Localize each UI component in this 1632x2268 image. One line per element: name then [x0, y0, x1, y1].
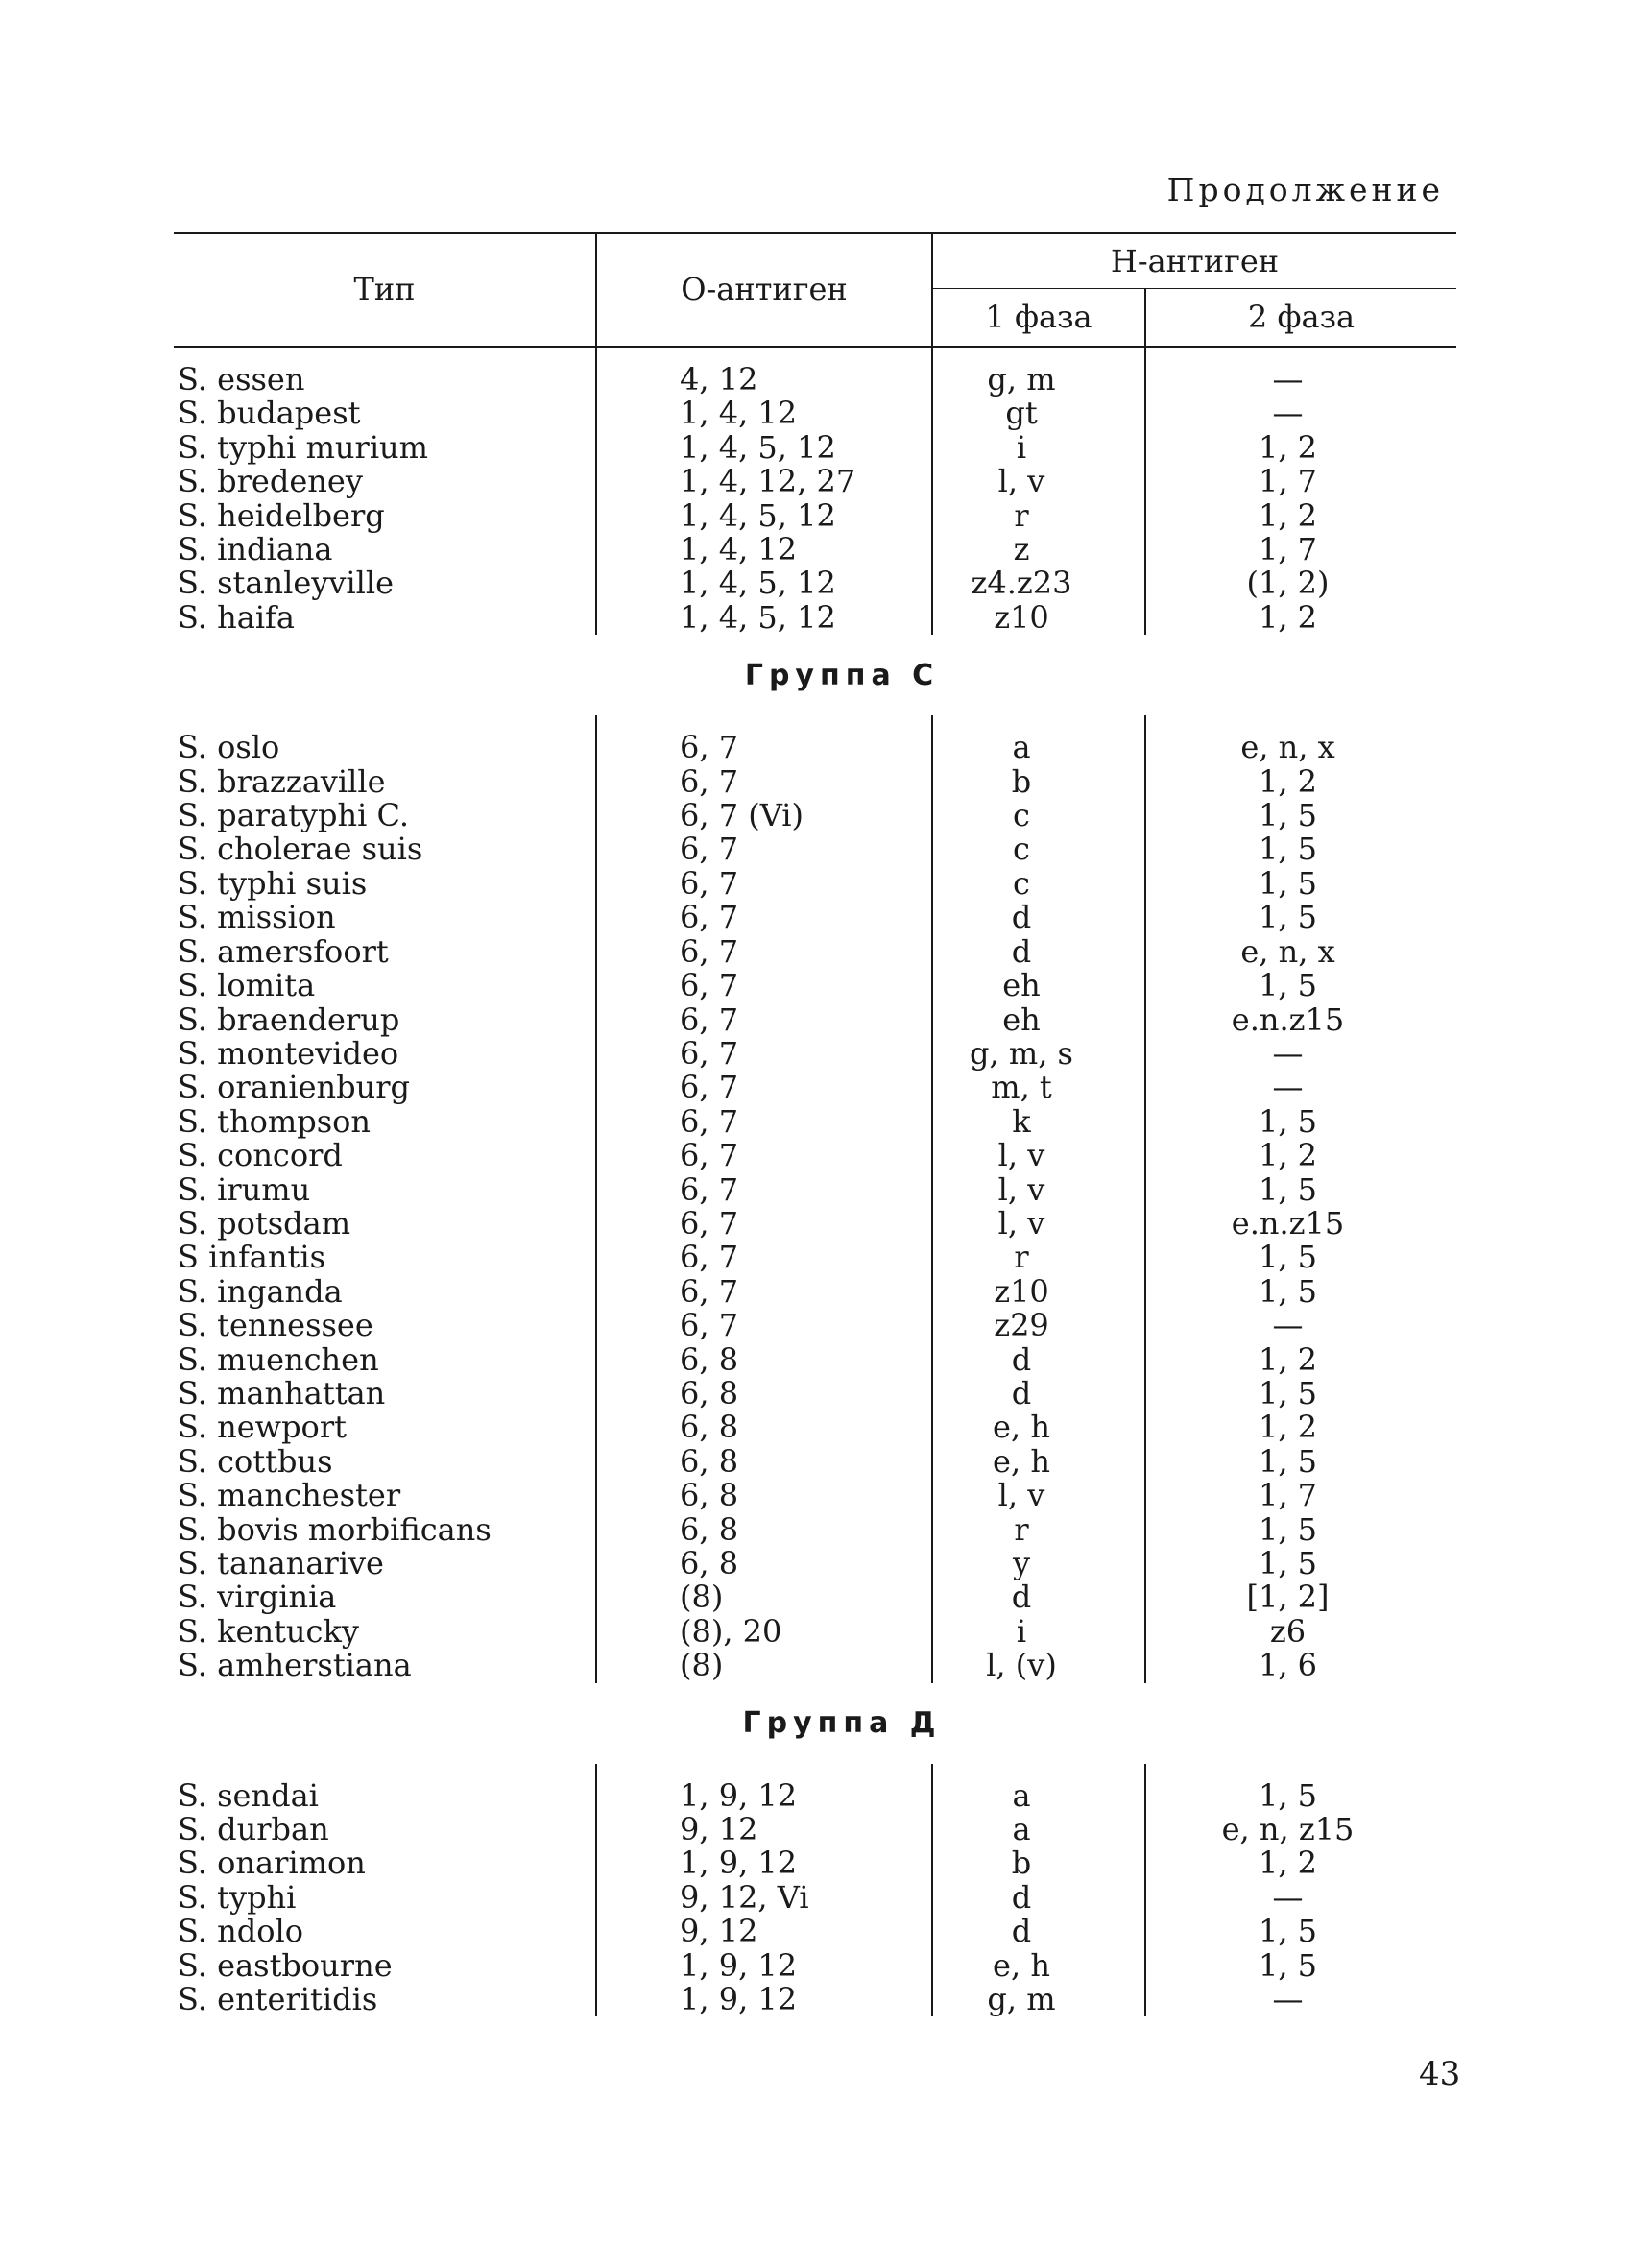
- phase-1-cell: m, t: [932, 1071, 1145, 1104]
- o-antigen-cell: 9, 12, Vi: [596, 1881, 932, 1915]
- type-cell: S infantis: [178, 1239, 325, 1276]
- header-o-antigen: О-антиген: [596, 233, 932, 347]
- phase-1-cell: b: [932, 765, 1145, 799]
- o-antigen-cell: 1, 4, 12: [596, 533, 932, 567]
- phase-2-cell: —: [1145, 1983, 1456, 2016]
- o-antigen-cell: 6, 7: [596, 901, 932, 934]
- type-cell: S. tennessee: [178, 1307, 373, 1344]
- phase-1-cell: d: [932, 1881, 1145, 1915]
- phase-1-cell: i: [932, 431, 1145, 465]
- table-row: [174, 1241, 1456, 1274]
- table-row: [174, 1343, 1456, 1377]
- phase-2-cell: 1, 5: [1145, 1377, 1456, 1411]
- phase-2-cell: —: [1145, 1037, 1456, 1071]
- phase-1-cell: l, v: [932, 1173, 1145, 1207]
- phase-1-cell: c: [932, 867, 1145, 901]
- phase-1-cell: z: [932, 533, 1145, 567]
- o-antigen-cell: 6, 7: [596, 1241, 932, 1274]
- phase-2-cell: 1, 7: [1145, 1479, 1456, 1512]
- phase-2-cell: (1, 2): [1145, 567, 1456, 600]
- phase-2-cell: [1, 2]: [1145, 1580, 1456, 1614]
- phase-2-cell: 1, 6: [1145, 1649, 1456, 1682]
- type-cell: S. kentucky: [178, 1612, 359, 1650]
- table-row: [174, 867, 1456, 901]
- o-antigen-cell: (8), 20: [596, 1615, 932, 1649]
- type-cell: S. tananarive: [178, 1545, 384, 1581]
- o-antigen-cell: 6, 7: [596, 1275, 932, 1309]
- table-row: [174, 1846, 1456, 1880]
- table-row: [174, 715, 1456, 764]
- phase-2-cell: 1, 2: [1145, 1411, 1456, 1444]
- type-cell: S. sendai: [178, 1776, 319, 1814]
- phase-1-cell: d: [932, 1377, 1145, 1411]
- group-heading: Группа Д: [742, 1705, 942, 1740]
- phase-2-cell: 1, 2: [1145, 1846, 1456, 1880]
- o-antigen-cell: 6, 7: [596, 1037, 932, 1071]
- header-h-antigen: Н-антиген: [932, 233, 1456, 289]
- o-antigen-cell: 6, 8: [596, 1377, 932, 1411]
- phase-1-cell: eh: [932, 1003, 1145, 1037]
- type-cell: S. stanleyville: [178, 565, 395, 602]
- phase-1-cell: d: [932, 1915, 1145, 1948]
- phase-2-cell: —: [1145, 397, 1456, 430]
- type-cell: S. montevideo: [178, 1034, 399, 1072]
- phase-2-cell: —: [1145, 1071, 1456, 1104]
- table-row: [174, 832, 1456, 866]
- phase-2-cell: 1, 2: [1145, 499, 1456, 533]
- type-cell: S. paratyphi C.: [178, 797, 410, 834]
- phase-2-cell: 1, 5: [1145, 1513, 1456, 1547]
- phase-1-cell: d: [932, 935, 1145, 969]
- table-row: [174, 431, 1456, 465]
- table-row: [174, 799, 1456, 832]
- o-antigen-cell: 6, 7: [596, 969, 932, 1002]
- o-antigen-cell: 6, 7: [596, 715, 932, 764]
- table-row: [174, 1615, 1456, 1649]
- table-row: [174, 347, 1456, 397]
- type-cell: S. enteritidis: [178, 1981, 378, 2018]
- phase-2-cell: 1, 7: [1145, 465, 1456, 498]
- o-antigen-cell: 1, 4, 5, 12: [596, 567, 932, 600]
- type-cell: S. essen: [178, 361, 305, 398]
- table-row: [174, 969, 1456, 1002]
- phase-1-cell: k: [932, 1105, 1145, 1139]
- o-antigen-cell: 6, 8: [596, 1513, 932, 1547]
- table-header: [174, 233, 1456, 347]
- table-row: [174, 567, 1456, 600]
- table-row: [174, 765, 1456, 799]
- type-cell: S. oranienburg: [178, 1069, 411, 1106]
- phase-2-cell: e, n, x: [1145, 715, 1456, 764]
- phase-2-cell: 1, 7: [1145, 533, 1456, 567]
- table-row: [174, 1411, 1456, 1444]
- header-phase-2: 2 фаза: [1145, 289, 1456, 347]
- o-antigen-cell: 6, 7: [596, 1105, 932, 1139]
- type-cell: S. amersfoort: [178, 932, 389, 970]
- type-cell: S. cholerae suis: [178, 831, 423, 868]
- type-cell: S. lomita: [178, 967, 316, 1004]
- type-cell: S. inganda: [178, 1272, 343, 1310]
- o-antigen-cell: 6, 7: [596, 1003, 932, 1037]
- o-antigen-cell: 6, 7: [596, 1071, 932, 1104]
- phase-2-cell: e.n.z15: [1145, 1207, 1456, 1241]
- o-antigen-cell: 6, 8: [596, 1479, 932, 1512]
- table-row: [174, 1207, 1456, 1241]
- phase-2-cell: —: [1145, 1309, 1456, 1342]
- phase-1-cell: y: [932, 1547, 1145, 1580]
- type-cell: S. cottbus: [178, 1442, 333, 1480]
- table-row: [174, 1173, 1456, 1207]
- o-antigen-cell: 9, 12: [596, 1813, 932, 1846]
- type-cell: S. ndolo: [178, 1913, 303, 1950]
- phase-2-cell: 1, 5: [1145, 1915, 1456, 1948]
- phase-1-cell: g, m: [932, 1983, 1145, 2016]
- table-row: [174, 935, 1456, 969]
- table-row: [174, 533, 1456, 567]
- phase-1-cell: l, (v): [932, 1649, 1145, 1682]
- phase-1-cell: eh: [932, 969, 1145, 1002]
- phase-1-cell: z10: [932, 1275, 1145, 1309]
- phase-2-cell: 1, 2: [1145, 1139, 1456, 1172]
- type-cell: S. eastbourne: [178, 1946, 393, 1984]
- table-row: [174, 1445, 1456, 1479]
- type-cell: S. thompson: [178, 1102, 371, 1140]
- o-antigen-cell: 6, 7: [596, 765, 932, 799]
- type-cell: S. typhi: [178, 1878, 297, 1916]
- o-antigen-cell: 1, 4, 5, 12: [596, 431, 932, 465]
- table-row: [174, 901, 1456, 934]
- phase-1-cell: e, h: [932, 1411, 1145, 1444]
- o-antigen-cell: 6, 7: [596, 832, 932, 866]
- o-antigen-cell: 1, 9, 12: [596, 1846, 932, 1880]
- table-row: [174, 1547, 1456, 1580]
- o-antigen-cell: 1, 9, 12: [596, 1764, 932, 1813]
- o-antigen-cell: 6, 7: [596, 1309, 932, 1342]
- type-cell: S. durban: [178, 1811, 329, 1848]
- phase-2-cell: 1, 5: [1145, 1173, 1456, 1207]
- phase-1-cell: g, m, s: [932, 1037, 1145, 1071]
- phase-1-cell: d: [932, 1343, 1145, 1377]
- phase-2-cell: —: [1145, 347, 1456, 397]
- phase-1-cell: l, v: [932, 465, 1145, 498]
- o-antigen-cell: 1, 4, 5, 12: [596, 499, 932, 533]
- phase-1-cell: l, v: [932, 1479, 1145, 1512]
- table-row: [174, 397, 1456, 430]
- phase-1-cell: r: [932, 1241, 1145, 1274]
- table-row: [174, 1275, 1456, 1309]
- o-antigen-cell: 6, 8: [596, 1343, 932, 1377]
- type-cell: S. budapest: [178, 395, 361, 432]
- phase-2-cell: —: [1145, 1881, 1456, 1915]
- phase-2-cell: 1, 5: [1145, 867, 1456, 901]
- phase-2-cell: 1, 5: [1145, 901, 1456, 934]
- o-antigen-cell: 4, 12: [596, 347, 932, 397]
- o-antigen-cell: 6, 8: [596, 1547, 932, 1580]
- phase-2-cell: e, n, z15: [1145, 1813, 1456, 1846]
- phase-1-cell: gt: [932, 397, 1145, 430]
- phase-1-cell: i: [932, 1615, 1145, 1649]
- phase-2-cell: 1, 5: [1145, 832, 1456, 866]
- phase-2-cell: 1, 5: [1145, 1949, 1456, 1983]
- type-cell: S. irumu: [178, 1170, 311, 1208]
- type-cell: S. virginia: [178, 1579, 337, 1616]
- type-cell: S. mission: [178, 899, 336, 936]
- phase-1-cell: z29: [932, 1309, 1145, 1342]
- table-row: [174, 1513, 1456, 1547]
- phase-1-cell: g, m: [932, 347, 1145, 397]
- type-cell: S. typhi suis: [178, 864, 368, 902]
- o-antigen-cell: 6, 7: [596, 1139, 932, 1172]
- o-antigen-cell: (8): [596, 1580, 932, 1614]
- o-antigen-cell: 6, 7: [596, 1173, 932, 1207]
- o-antigen-cell: 6, 8: [596, 1445, 932, 1479]
- phase-1-cell: z10: [932, 601, 1145, 635]
- o-antigen-cell: 1, 4, 12: [596, 397, 932, 430]
- table-row: [174, 1037, 1456, 1071]
- phase-2-cell: 1, 5: [1145, 1275, 1456, 1309]
- o-antigen-cell: 1, 4, 5, 12: [596, 601, 932, 635]
- phase-2-cell: 1, 2: [1145, 765, 1456, 799]
- phase-2-cell: z6: [1145, 1615, 1456, 1649]
- phase-2-cell: e.n.z15: [1145, 1003, 1456, 1037]
- table-row: [174, 1071, 1456, 1104]
- table-row: [174, 1479, 1456, 1512]
- table-row: [174, 1915, 1456, 1948]
- type-cell: S. manhattan: [178, 1374, 386, 1411]
- o-antigen-cell: 1, 9, 12: [596, 1983, 932, 2016]
- type-cell: S. typhi murium: [178, 428, 428, 466]
- table-row: [174, 1309, 1456, 1342]
- table-row: [174, 1649, 1456, 1682]
- table-row: [174, 465, 1456, 498]
- phase-1-cell: d: [932, 901, 1145, 934]
- phase-2-cell: e, n, x: [1145, 935, 1456, 969]
- table-row: [174, 1139, 1456, 1172]
- o-antigen-cell: 6, 7: [596, 1207, 932, 1241]
- table-row: [174, 1813, 1456, 1846]
- antigen-table: [174, 232, 1456, 2016]
- phase-1-cell: a: [932, 1813, 1145, 1846]
- type-cell: S. onarimon: [178, 1845, 366, 1882]
- table-row: [174, 1377, 1456, 1411]
- phase-2-cell: 1, 2: [1145, 601, 1456, 635]
- type-cell: S. manchester: [178, 1477, 401, 1514]
- continued-label: Продолжение: [1166, 171, 1444, 208]
- table-body: [174, 347, 1456, 2016]
- type-cell: S. muenchen: [178, 1340, 379, 1378]
- type-cell: S. braenderup: [178, 1001, 400, 1038]
- phase-2-cell: 1, 2: [1145, 1343, 1456, 1377]
- phase-1-cell: c: [932, 799, 1145, 832]
- table-row: [174, 1983, 1456, 2016]
- phase-2-cell: 1, 2: [1145, 431, 1456, 465]
- type-cell: S. oslo: [178, 729, 280, 766]
- table-row: [174, 1580, 1456, 1614]
- phase-1-cell: b: [932, 1846, 1145, 1880]
- phase-2-cell: 1, 5: [1145, 1445, 1456, 1479]
- o-antigen-cell: 6, 7 (Vi): [596, 799, 932, 832]
- o-antigen-cell: 6, 7: [596, 935, 932, 969]
- phase-1-cell: z4.z23: [932, 567, 1145, 600]
- phase-1-cell: a: [932, 715, 1145, 764]
- type-cell: S. bovis morbificans: [178, 1510, 492, 1548]
- phase-2-cell: 1, 5: [1145, 1547, 1456, 1580]
- phase-1-cell: r: [932, 499, 1145, 533]
- page-number: 43: [1419, 2055, 1461, 2093]
- o-antigen-cell: 9, 12: [596, 1915, 932, 1948]
- type-cell: S. concord: [178, 1137, 343, 1174]
- phase-1-cell: l, v: [932, 1139, 1145, 1172]
- table-row: [174, 1949, 1456, 1983]
- o-antigen-cell: 1, 4, 12, 27: [596, 465, 932, 498]
- phase-1-cell: l, v: [932, 1207, 1145, 1241]
- type-cell: S. newport: [178, 1409, 347, 1446]
- type-cell: S. bredeney: [178, 463, 363, 500]
- group-heading: Группа С: [744, 658, 940, 692]
- phase-1-cell: a: [932, 1764, 1145, 1813]
- table-row: [174, 1881, 1456, 1915]
- o-antigen-cell: 6, 7: [596, 867, 932, 901]
- type-cell: S. potsdam: [178, 1204, 351, 1242]
- o-antigen-cell: (8): [596, 1649, 932, 1682]
- table-row: [174, 1764, 1456, 1813]
- o-antigen-cell: 6, 8: [596, 1411, 932, 1444]
- table-row: [174, 1003, 1456, 1037]
- type-cell: S. brazzaville: [178, 762, 386, 800]
- table-row: [174, 499, 1456, 533]
- phase-1-cell: e, h: [932, 1949, 1145, 1983]
- type-cell: S. heidelberg: [178, 496, 385, 534]
- header-type: Тип: [174, 233, 596, 347]
- group-heading-row: [174, 1683, 1456, 1764]
- o-antigen-cell: 1, 9, 12: [596, 1949, 932, 1983]
- phase-2-cell: 1, 5: [1145, 969, 1456, 1002]
- header-phase-1: 1 фаза: [932, 289, 1145, 347]
- phase-2-cell: 1, 5: [1145, 1764, 1456, 1813]
- phase-1-cell: r: [932, 1513, 1145, 1547]
- phase-2-cell: 1, 5: [1145, 1105, 1456, 1139]
- phase-1-cell: c: [932, 832, 1145, 866]
- phase-2-cell: 1, 5: [1145, 1241, 1456, 1274]
- type-cell: S. indiana: [178, 531, 333, 568]
- phase-2-cell: 1, 5: [1145, 799, 1456, 832]
- group-heading-row: [174, 635, 1456, 715]
- phase-1-cell: e, h: [932, 1445, 1145, 1479]
- type-cell: S. haifa: [178, 598, 295, 636]
- phase-1-cell: d: [932, 1580, 1145, 1614]
- table-row: [174, 1105, 1456, 1139]
- type-cell: S. amherstiana: [178, 1647, 412, 1684]
- table-row: [174, 601, 1456, 635]
